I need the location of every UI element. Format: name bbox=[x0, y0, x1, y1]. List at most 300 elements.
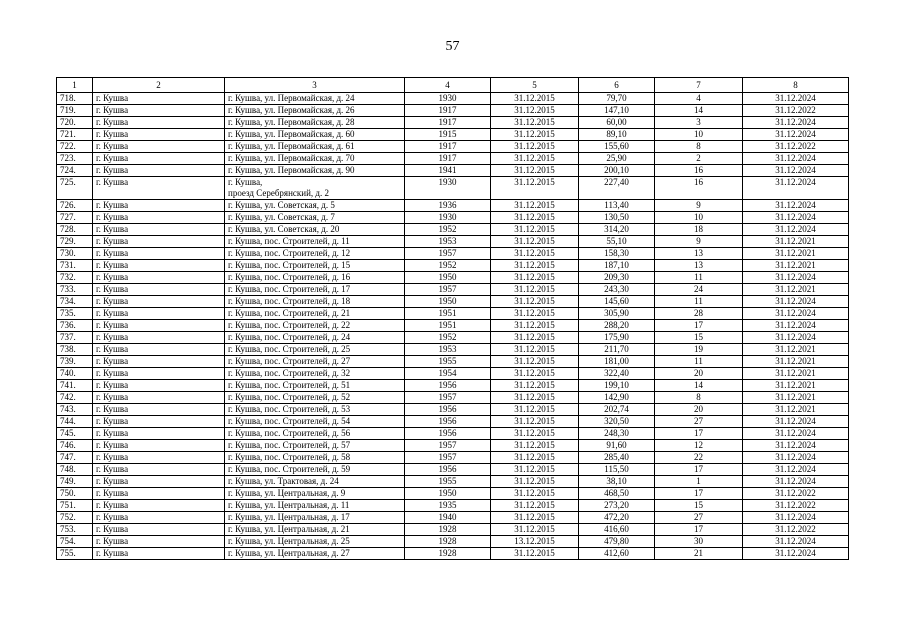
year-built-cell: 1956 bbox=[405, 464, 491, 476]
deadline-date-cell: 31.12.2024 bbox=[743, 153, 849, 165]
survey-date-cell: 31.12.2015 bbox=[491, 177, 579, 200]
row-number-cell: 750. bbox=[57, 488, 93, 500]
unit-count-cell: 17 bbox=[655, 524, 743, 536]
row-number-cell: 748. bbox=[57, 464, 93, 476]
deadline-date-cell: 31.12.2024 bbox=[743, 332, 849, 344]
settlement-cell: г. Кушва bbox=[93, 500, 225, 512]
year-built-cell: 1930 bbox=[405, 93, 491, 105]
survey-date-cell: 31.12.2015 bbox=[491, 212, 579, 224]
area-cell: 147,10 bbox=[579, 105, 655, 117]
area-cell: 202,74 bbox=[579, 404, 655, 416]
survey-date-cell: 31.12.2015 bbox=[491, 93, 579, 105]
address-cell: г. Кушва, пос. Строителей, д. 32 bbox=[225, 368, 405, 380]
table-row bbox=[57, 488, 849, 500]
area-cell: 79,70 bbox=[579, 93, 655, 105]
unit-count-cell: 27 bbox=[655, 416, 743, 428]
row-number-cell: 746. bbox=[57, 440, 93, 452]
survey-date-cell: 31.12.2015 bbox=[491, 272, 579, 284]
unit-count-cell: 22 bbox=[655, 452, 743, 464]
table-row bbox=[57, 500, 849, 512]
table-row bbox=[57, 296, 849, 308]
row-number-cell: 735. bbox=[57, 308, 93, 320]
address-cell: г. Кушва, ул. Первомайская, д. 26 bbox=[225, 105, 405, 117]
address-cell: г. Кушва, ул. Первомайская, д. 70 bbox=[225, 153, 405, 165]
unit-count-cell: 17 bbox=[655, 320, 743, 332]
settlement-cell: г. Кушва bbox=[93, 212, 225, 224]
table-row bbox=[57, 117, 849, 129]
housing-register-table bbox=[56, 77, 849, 560]
table-row bbox=[57, 105, 849, 117]
unit-count-cell: 13 bbox=[655, 248, 743, 260]
survey-date-cell: 13.12.2015 bbox=[491, 536, 579, 548]
survey-date-cell: 31.12.2015 bbox=[491, 488, 579, 500]
table-row bbox=[57, 129, 849, 141]
area-cell: 305,90 bbox=[579, 308, 655, 320]
survey-date-cell: 31.12.2015 bbox=[491, 344, 579, 356]
year-built-cell: 1915 bbox=[405, 129, 491, 141]
area-cell: 145,60 bbox=[579, 296, 655, 308]
settlement-cell: г. Кушва bbox=[93, 476, 225, 488]
area-cell: 158,30 bbox=[579, 248, 655, 260]
survey-date-cell: 31.12.2015 bbox=[491, 153, 579, 165]
row-number-cell: 752. bbox=[57, 512, 93, 524]
row-number-cell: 749. bbox=[57, 476, 93, 488]
area-cell: 60,00 bbox=[579, 117, 655, 129]
unit-count-cell: 1 bbox=[655, 476, 743, 488]
settlement-cell: г. Кушва bbox=[93, 165, 225, 177]
deadline-date-cell: 31.12.2024 bbox=[743, 440, 849, 452]
address-cell: г. Кушва, ул. Центральная, д. 27 bbox=[225, 548, 405, 560]
deadline-date-cell: 31.12.2024 bbox=[743, 416, 849, 428]
address-cell: г. Кушва, пос. Строителей, д. 16 bbox=[225, 272, 405, 284]
area-cell: 479,80 bbox=[579, 536, 655, 548]
deadline-date-cell: 31.12.2024 bbox=[743, 536, 849, 548]
table-row bbox=[57, 200, 849, 212]
address-cell: г. Кушва, пос. Строителей, д. 15 bbox=[225, 260, 405, 272]
deadline-date-cell: 31.12.2024 bbox=[743, 224, 849, 236]
survey-date-cell: 31.12.2015 bbox=[491, 129, 579, 141]
deadline-date-cell: 31.12.2024 bbox=[743, 129, 849, 141]
table-row bbox=[57, 452, 849, 464]
row-number-cell: 745. bbox=[57, 428, 93, 440]
survey-date-cell: 31.12.2015 bbox=[491, 224, 579, 236]
area-cell: 175,90 bbox=[579, 332, 655, 344]
survey-date-cell: 31.12.2015 bbox=[491, 296, 579, 308]
address-cell: г. Кушва, пос. Строителей, д. 51 bbox=[225, 380, 405, 392]
survey-date-cell: 31.12.2015 bbox=[491, 248, 579, 260]
area-cell: 130,50 bbox=[579, 212, 655, 224]
year-built-cell: 1952 bbox=[405, 332, 491, 344]
unit-count-cell: 24 bbox=[655, 284, 743, 296]
deadline-date-cell: 31.12.2022 bbox=[743, 488, 849, 500]
survey-date-cell: 31.12.2015 bbox=[491, 368, 579, 380]
area-cell: 113,40 bbox=[579, 200, 655, 212]
area-cell: 181,00 bbox=[579, 356, 655, 368]
area-cell: 243,30 bbox=[579, 284, 655, 296]
survey-date-cell: 31.12.2015 bbox=[491, 141, 579, 153]
table-row bbox=[57, 368, 849, 380]
settlement-cell: г. Кушва bbox=[93, 452, 225, 464]
year-built-cell: 1950 bbox=[405, 296, 491, 308]
deadline-date-cell: 31.12.2024 bbox=[743, 452, 849, 464]
deadline-date-cell: 31.12.2021 bbox=[743, 356, 849, 368]
settlement-cell: г. Кушва bbox=[93, 141, 225, 153]
area-cell: 472,20 bbox=[579, 512, 655, 524]
year-built-cell: 1930 bbox=[405, 212, 491, 224]
address-cell: г. Кушва, пос. Строителей, д. 57 bbox=[225, 440, 405, 452]
settlement-cell: г. Кушва bbox=[93, 416, 225, 428]
year-built-cell: 1928 bbox=[405, 548, 491, 560]
row-number-cell: 726. bbox=[57, 200, 93, 212]
unit-count-cell: 8 bbox=[655, 141, 743, 153]
address-cell: г. Кушва, пос. Строителей, д. 54 bbox=[225, 416, 405, 428]
year-built-cell: 1950 bbox=[405, 272, 491, 284]
table-row bbox=[57, 272, 849, 284]
column-header-7: 7 bbox=[655, 78, 743, 93]
address-cell: г. Кушва, пос. Строителей, д. 18 bbox=[225, 296, 405, 308]
unit-count-cell: 16 bbox=[655, 165, 743, 177]
address-cell: г. Кушва, ул. Центральная, д. 21 bbox=[225, 524, 405, 536]
deadline-date-cell: 31.12.2021 bbox=[743, 368, 849, 380]
survey-date-cell: 31.12.2015 bbox=[491, 524, 579, 536]
survey-date-cell: 31.12.2015 bbox=[491, 320, 579, 332]
year-built-cell: 1917 bbox=[405, 117, 491, 129]
settlement-cell: г. Кушва bbox=[93, 236, 225, 248]
year-built-cell: 1951 bbox=[405, 320, 491, 332]
unit-count-cell: 8 bbox=[655, 392, 743, 404]
survey-date-cell: 31.12.2015 bbox=[491, 440, 579, 452]
year-built-cell: 1956 bbox=[405, 404, 491, 416]
unit-count-cell: 16 bbox=[655, 177, 743, 200]
deadline-date-cell: 31.12.2024 bbox=[743, 428, 849, 440]
year-built-cell: 1951 bbox=[405, 308, 491, 320]
address-cell: г. Кушва, пос. Строителей, д. 12 bbox=[225, 248, 405, 260]
settlement-cell: г. Кушва bbox=[93, 356, 225, 368]
table-row bbox=[57, 153, 849, 165]
table-row bbox=[57, 536, 849, 548]
page-number: 57 bbox=[445, 39, 460, 54]
table-row bbox=[57, 236, 849, 248]
deadline-date-cell: 31.12.2024 bbox=[743, 308, 849, 320]
row-number-cell: 736. bbox=[57, 320, 93, 332]
settlement-cell: г. Кушва bbox=[93, 524, 225, 536]
deadline-date-cell: 31.12.2021 bbox=[743, 392, 849, 404]
year-built-cell: 1953 bbox=[405, 344, 491, 356]
unit-count-cell: 11 bbox=[655, 272, 743, 284]
column-number-row bbox=[57, 78, 849, 93]
settlement-cell: г. Кушва bbox=[93, 440, 225, 452]
year-built-cell: 1953 bbox=[405, 236, 491, 248]
column-header-4: 4 bbox=[405, 78, 491, 93]
deadline-date-cell: 31.12.2024 bbox=[743, 476, 849, 488]
row-number-cell: 744. bbox=[57, 416, 93, 428]
year-built-cell: 1957 bbox=[405, 284, 491, 296]
settlement-cell: г. Кушва bbox=[93, 332, 225, 344]
table-body bbox=[57, 93, 849, 560]
unit-count-cell: 3 bbox=[655, 117, 743, 129]
unit-count-cell: 4 bbox=[655, 93, 743, 105]
year-built-cell: 1956 bbox=[405, 380, 491, 392]
area-cell: 320,50 bbox=[579, 416, 655, 428]
row-number-cell: 723. bbox=[57, 153, 93, 165]
settlement-cell: г. Кушва bbox=[93, 428, 225, 440]
settlement-cell: г. Кушва bbox=[93, 224, 225, 236]
table-row bbox=[57, 404, 849, 416]
unit-count-cell: 11 bbox=[655, 356, 743, 368]
unit-count-cell: 10 bbox=[655, 212, 743, 224]
survey-date-cell: 31.12.2015 bbox=[491, 500, 579, 512]
unit-count-cell: 10 bbox=[655, 129, 743, 141]
survey-date-cell: 31.12.2015 bbox=[491, 452, 579, 464]
address-cell: г. Кушва, ул. Советская, д. 7 bbox=[225, 212, 405, 224]
address-cell: г. Кушва, пос. Строителей, д. 53 bbox=[225, 404, 405, 416]
table-row bbox=[57, 320, 849, 332]
unit-count-cell: 15 bbox=[655, 500, 743, 512]
area-cell: 25,90 bbox=[579, 153, 655, 165]
row-number-cell: 719. bbox=[57, 105, 93, 117]
year-built-cell: 1928 bbox=[405, 536, 491, 548]
settlement-cell: г. Кушва bbox=[93, 308, 225, 320]
survey-date-cell: 31.12.2015 bbox=[491, 260, 579, 272]
year-built-cell: 1930 bbox=[405, 177, 491, 200]
address-cell: г. Кушва, пос. Строителей, д. 11 bbox=[225, 236, 405, 248]
address-cell: г. Кушва, пос. Строителей, д. 25 bbox=[225, 344, 405, 356]
unit-count-cell: 2 bbox=[655, 153, 743, 165]
unit-count-cell: 27 bbox=[655, 512, 743, 524]
unit-count-cell: 21 bbox=[655, 548, 743, 560]
deadline-date-cell: 31.12.2021 bbox=[743, 260, 849, 272]
year-built-cell: 1952 bbox=[405, 260, 491, 272]
row-number-cell: 739. bbox=[57, 356, 93, 368]
year-built-cell: 1917 bbox=[405, 153, 491, 165]
settlement-cell: г. Кушва bbox=[93, 129, 225, 141]
table-row bbox=[57, 512, 849, 524]
survey-date-cell: 31.12.2015 bbox=[491, 105, 579, 117]
unit-count-cell: 15 bbox=[655, 332, 743, 344]
table-row bbox=[57, 308, 849, 320]
row-number-cell: 751. bbox=[57, 500, 93, 512]
survey-date-cell: 31.12.2015 bbox=[491, 404, 579, 416]
column-header-5: 5 bbox=[491, 78, 579, 93]
row-number-cell: 729. bbox=[57, 236, 93, 248]
area-cell: 115,50 bbox=[579, 464, 655, 476]
unit-count-cell: 9 bbox=[655, 200, 743, 212]
area-cell: 187,10 bbox=[579, 260, 655, 272]
survey-date-cell: 31.12.2015 bbox=[491, 284, 579, 296]
year-built-cell: 1917 bbox=[405, 141, 491, 153]
address-cell: г. Кушва, пос. Строителей, д. 59 bbox=[225, 464, 405, 476]
address-cell: г. Кушва, ул. Центральная, д. 9 bbox=[225, 488, 405, 500]
year-built-cell: 1928 bbox=[405, 524, 491, 536]
deadline-date-cell: 31.12.2024 bbox=[743, 212, 849, 224]
unit-count-cell: 17 bbox=[655, 428, 743, 440]
area-cell: 248,30 bbox=[579, 428, 655, 440]
row-number-cell: 755. bbox=[57, 548, 93, 560]
area-cell: 155,60 bbox=[579, 141, 655, 153]
row-number-cell: 727. bbox=[57, 212, 93, 224]
row-number-cell: 732. bbox=[57, 272, 93, 284]
address-cell: г. Кушва, ул. Советская, д. 20 bbox=[225, 224, 405, 236]
settlement-cell: г. Кушва bbox=[93, 404, 225, 416]
deadline-date-cell: 31.12.2021 bbox=[743, 236, 849, 248]
area-cell: 89,10 bbox=[579, 129, 655, 141]
survey-date-cell: 31.12.2015 bbox=[491, 464, 579, 476]
unit-count-cell: 18 bbox=[655, 224, 743, 236]
area-cell: 273,20 bbox=[579, 500, 655, 512]
deadline-date-cell: 31.12.2024 bbox=[743, 93, 849, 105]
deadline-date-cell: 31.12.2024 bbox=[743, 296, 849, 308]
address-cell: г. Кушва, пос. Строителей, д. 27 bbox=[225, 356, 405, 368]
row-number-cell: 738. bbox=[57, 344, 93, 356]
unit-count-cell: 20 bbox=[655, 404, 743, 416]
address-cell: г. Кушва, ул. Первомайская, д. 90 bbox=[225, 165, 405, 177]
deadline-date-cell: 31.12.2021 bbox=[743, 248, 849, 260]
year-built-cell: 1955 bbox=[405, 476, 491, 488]
survey-date-cell: 31.12.2015 bbox=[491, 428, 579, 440]
address-cell: г. Кушва, проезд Серебрянский, д. 2 bbox=[225, 177, 405, 200]
settlement-cell: г. Кушва bbox=[93, 284, 225, 296]
survey-date-cell: 31.12.2015 bbox=[491, 165, 579, 177]
settlement-cell: г. Кушва bbox=[93, 392, 225, 404]
table-row bbox=[57, 141, 849, 153]
survey-date-cell: 31.12.2015 bbox=[491, 476, 579, 488]
area-cell: 209,30 bbox=[579, 272, 655, 284]
table-row bbox=[57, 212, 849, 224]
deadline-date-cell: 31.12.2021 bbox=[743, 380, 849, 392]
survey-date-cell: 31.12.2015 bbox=[491, 308, 579, 320]
address-cell: г. Кушва, пос. Строителей, д. 56 bbox=[225, 428, 405, 440]
area-cell: 227,40 bbox=[579, 177, 655, 200]
deadline-date-cell: 31.12.2021 bbox=[743, 284, 849, 296]
row-number-cell: 742. bbox=[57, 392, 93, 404]
unit-count-cell: 17 bbox=[655, 488, 743, 500]
settlement-cell: г. Кушва bbox=[93, 248, 225, 260]
address-cell: г. Кушва, ул. Первомайская, д. 60 bbox=[225, 129, 405, 141]
settlement-cell: г. Кушва bbox=[93, 548, 225, 560]
year-built-cell: 1935 bbox=[405, 500, 491, 512]
table-row bbox=[57, 332, 849, 344]
row-number-cell: 721. bbox=[57, 129, 93, 141]
area-cell: 38,10 bbox=[579, 476, 655, 488]
settlement-cell: г. Кушва bbox=[93, 177, 225, 200]
address-cell: г. Кушва, ул. Центральная, д. 25 bbox=[225, 536, 405, 548]
unit-count-cell: 9 bbox=[655, 236, 743, 248]
table-row bbox=[57, 177, 849, 200]
unit-count-cell: 14 bbox=[655, 380, 743, 392]
column-header-2: 2 bbox=[93, 78, 225, 93]
survey-date-cell: 31.12.2015 bbox=[491, 236, 579, 248]
table-row bbox=[57, 416, 849, 428]
table-row bbox=[57, 344, 849, 356]
area-cell: 142,90 bbox=[579, 392, 655, 404]
settlement-cell: г. Кушва bbox=[93, 464, 225, 476]
row-number-cell: 722. bbox=[57, 141, 93, 153]
address-cell: г. Кушва, ул. Трактовая, д. 24 bbox=[225, 476, 405, 488]
area-cell: 314,20 bbox=[579, 224, 655, 236]
table-row bbox=[57, 440, 849, 452]
year-built-cell: 1957 bbox=[405, 452, 491, 464]
table-row bbox=[57, 428, 849, 440]
year-built-cell: 1957 bbox=[405, 392, 491, 404]
unit-count-cell: 28 bbox=[655, 308, 743, 320]
settlement-cell: г. Кушва bbox=[93, 117, 225, 129]
unit-count-cell: 13 bbox=[655, 260, 743, 272]
unit-count-cell: 30 bbox=[655, 536, 743, 548]
survey-date-cell: 31.12.2015 bbox=[491, 332, 579, 344]
settlement-cell: г. Кушва bbox=[93, 488, 225, 500]
deadline-date-cell: 31.12.2022 bbox=[743, 524, 849, 536]
row-number-cell: 734. bbox=[57, 296, 93, 308]
area-cell: 412,60 bbox=[579, 548, 655, 560]
settlement-cell: г. Кушва bbox=[93, 105, 225, 117]
unit-count-cell: 17 bbox=[655, 464, 743, 476]
address-cell: г. Кушва, пос. Строителей, д. 17 bbox=[225, 284, 405, 296]
deadline-date-cell: 31.12.2022 bbox=[743, 105, 849, 117]
survey-date-cell: 31.12.2015 bbox=[491, 117, 579, 129]
row-number-cell: 724. bbox=[57, 165, 93, 177]
year-built-cell: 1936 bbox=[405, 200, 491, 212]
deadline-date-cell: 31.12.2022 bbox=[743, 500, 849, 512]
year-built-cell: 1917 bbox=[405, 105, 491, 117]
area-cell: 285,40 bbox=[579, 452, 655, 464]
settlement-cell: г. Кушва bbox=[93, 272, 225, 284]
address-cell: г. Кушва, пос. Строителей, д. 21 bbox=[225, 308, 405, 320]
address-cell: г. Кушва, ул. Первомайская, д. 28 bbox=[225, 117, 405, 129]
survey-date-cell: 31.12.2015 bbox=[491, 380, 579, 392]
table-row bbox=[57, 284, 849, 296]
deadline-date-cell: 31.12.2024 bbox=[743, 464, 849, 476]
area-cell: 55,10 bbox=[579, 236, 655, 248]
year-built-cell: 1940 bbox=[405, 512, 491, 524]
row-number-cell: 741. bbox=[57, 380, 93, 392]
address-cell: г. Кушва, ул. Первомайская, д. 24 bbox=[225, 93, 405, 105]
year-built-cell: 1950 bbox=[405, 488, 491, 500]
settlement-cell: г. Кушва bbox=[93, 260, 225, 272]
column-header-3: 3 bbox=[225, 78, 405, 93]
settlement-cell: г. Кушва bbox=[93, 296, 225, 308]
settlement-cell: г. Кушва bbox=[93, 320, 225, 332]
address-cell: г. Кушва, ул. Центральная, д. 17 bbox=[225, 512, 405, 524]
unit-count-cell: 20 bbox=[655, 368, 743, 380]
address-cell: г. Кушва, пос. Строителей, д. 22 bbox=[225, 320, 405, 332]
table-row bbox=[57, 93, 849, 105]
survey-date-cell: 31.12.2015 bbox=[491, 512, 579, 524]
settlement-cell: г. Кушва bbox=[93, 344, 225, 356]
year-built-cell: 1952 bbox=[405, 224, 491, 236]
table-row bbox=[57, 356, 849, 368]
survey-date-cell: 31.12.2015 bbox=[491, 392, 579, 404]
address-cell: г. Кушва, пос. Строителей, д. 58 bbox=[225, 452, 405, 464]
row-number-cell: 737. bbox=[57, 332, 93, 344]
deadline-date-cell: 31.12.2022 bbox=[743, 141, 849, 153]
settlement-cell: г. Кушва bbox=[93, 368, 225, 380]
year-built-cell: 1957 bbox=[405, 440, 491, 452]
year-built-cell: 1956 bbox=[405, 428, 491, 440]
unit-count-cell: 19 bbox=[655, 344, 743, 356]
area-cell: 200,10 bbox=[579, 165, 655, 177]
address-cell: г. Кушва, ул. Советская, д. 5 bbox=[225, 200, 405, 212]
settlement-cell: г. Кушва bbox=[93, 536, 225, 548]
table-row bbox=[57, 380, 849, 392]
area-cell: 91,60 bbox=[579, 440, 655, 452]
deadline-date-cell: 31.12.2024 bbox=[743, 200, 849, 212]
row-number-cell: 747. bbox=[57, 452, 93, 464]
row-number-cell: 728. bbox=[57, 224, 93, 236]
survey-date-cell: 31.12.2015 bbox=[491, 356, 579, 368]
deadline-date-cell: 31.12.2024 bbox=[743, 165, 849, 177]
table-row bbox=[57, 392, 849, 404]
row-number-cell: 718. bbox=[57, 93, 93, 105]
